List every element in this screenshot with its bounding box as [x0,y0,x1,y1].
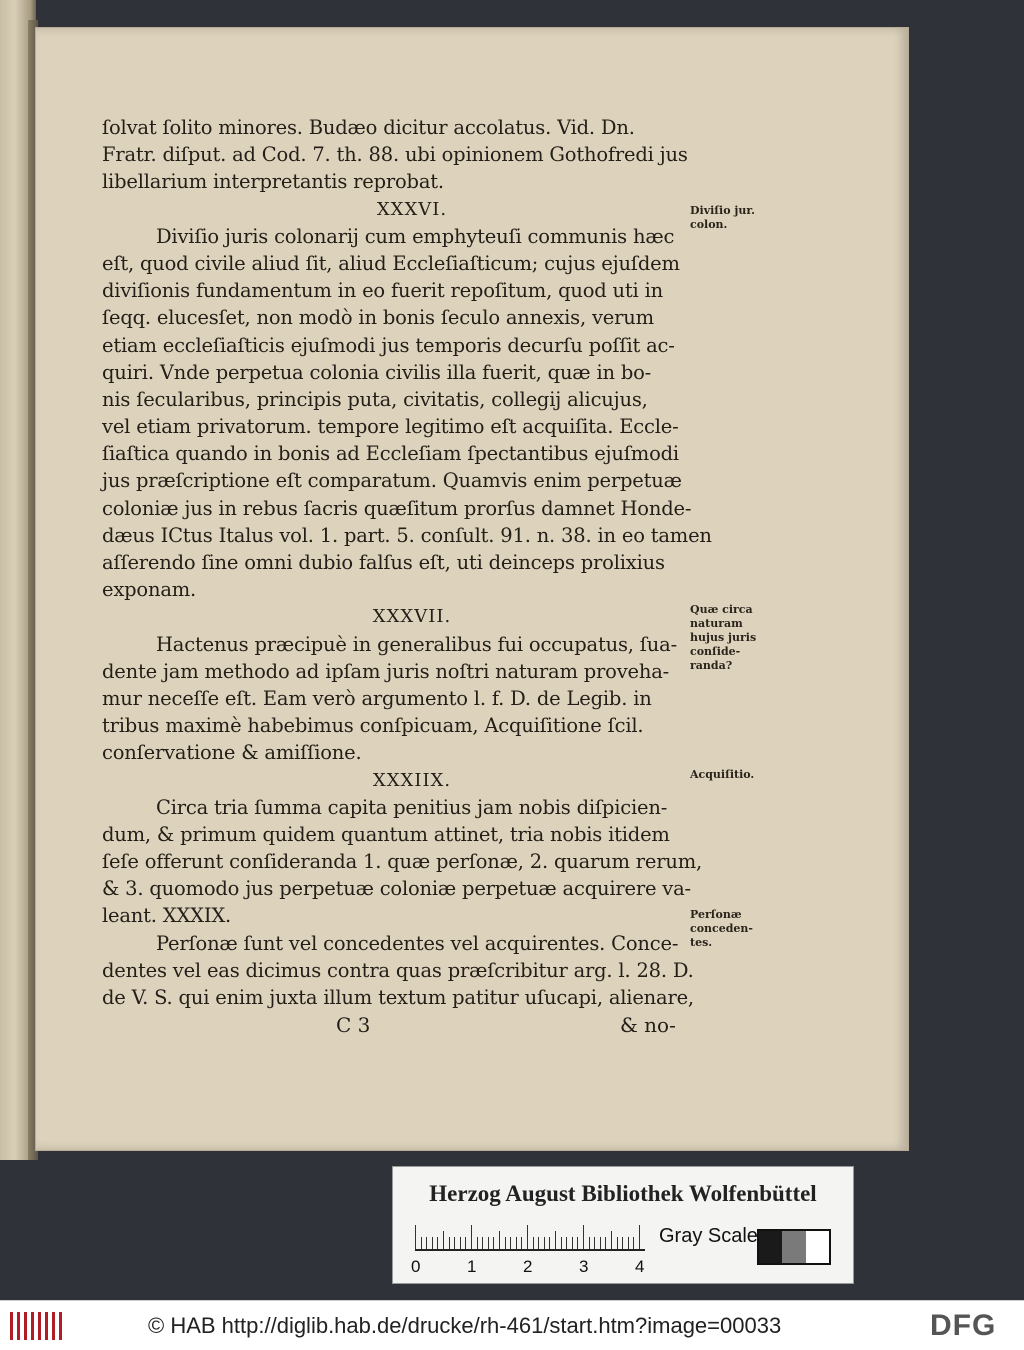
copyright-url[interactable]: © HAB http://diglib.hab.de/drucke/rh-461/start.htm?image=00033 [148,1313,782,1338]
text-line: ſeſe offerunt conſideranda 1. quæ perſonæ, 2. quarum rerum, [102,850,703,874]
text-line: quiri. Vnde perpetua colonia civilis illa fuerit, quæ in bo- [102,360,652,384]
text-line: dente jam methodo ad ipſam juris noſtri naturam proveha- [102,659,670,683]
dfg-logo: DFG [930,1309,997,1342]
text-line: leant. XXXIX. [102,904,232,928]
margin-note-divisio: Diviſio jur. colon. [690,204,755,231]
ruler-tick [488,1237,489,1249]
ruler-tick [415,1225,416,1249]
text-line: jus præſcriptione eſt comparatum. Quamvis enim perpetuæ [102,469,682,493]
ruler-tick [527,1225,528,1249]
ruler-tick [633,1237,634,1249]
ruler-tick [521,1237,522,1249]
text-line: & 3. quomodo jus perpetuæ coloniæ perpetuæ acquirere va- [102,877,691,901]
ruler-tick [572,1237,573,1249]
ruler-number: 3 [579,1257,589,1276]
text-line: nis ſecularibus, principis puta, civitatis, collegij alicujus, [102,387,648,411]
ruler-tick [583,1225,584,1249]
gray-scale-swatches [757,1229,831,1265]
text-line: exponam. [102,578,197,602]
text-line: etiam eccleſiaſticis ejuſmodi jus temporis decurſu poſſit ac- [102,333,675,357]
text-line: libellarium interpretantis reprobat. [102,170,444,194]
text-line: aſſerendo ſine omni dubio falſus eſt, uti deinceps prolixius [102,551,665,574]
text-line: dæus ICtus Italus vol. 1. part. 5. conſult. 91. n. 38. in eo tamen [102,523,712,547]
gray-swatch [806,1231,829,1263]
ruler-tick [622,1237,623,1249]
text-line: mur neceſſe eſt. Eam verò argumento l. f. D. de Legib. in [102,686,652,710]
ruler-tick [437,1237,438,1249]
text-line: vel etiam privatorum. tempore legitimo eſt acquiſita. Eccle- [102,415,679,439]
section-heading: XXXVII. [372,606,452,628]
text-line: Circa tria ſumma capita penitius jam nobis diſpicien- [156,795,668,819]
ruler-number: 0 [411,1257,421,1276]
ruler-number: 2 [523,1257,533,1276]
footer-bar [0,1300,1024,1350]
hab-bars-logo [10,1312,62,1340]
ruler-tick [516,1237,517,1249]
library-color-card [392,1166,854,1284]
text-line: ſolvat ſolito minores. Budæo dicitur accolatus. Vid. Dn. [102,116,635,139]
signature-mark: C 3 [336,1013,371,1037]
ruler-tick [639,1225,640,1249]
scanned-page [36,28,908,1150]
ruler-tick [605,1237,606,1249]
ruler-tick [505,1237,506,1249]
text-line: dentes vel eas dicimus contra quas præſcribitur arg. l. 28. D. [102,958,694,982]
ruler-tick [549,1237,550,1249]
ruler-tick [499,1231,500,1249]
ruler-tick [465,1237,466,1249]
ruler-tick [471,1225,472,1249]
ruler-tick [443,1231,444,1249]
text-line: coloniæ jus in rebus ſacris quæſitum prorſus damnet Honde- [102,496,692,520]
text-line: ſiaſtica quando in bonis ad Eccleſiam ſpectantibus ejuſmodi [102,442,679,466]
ruler-tick [566,1237,567,1249]
ruler-tick [555,1231,556,1249]
text-line: dum, & primum quidem quantum attinet, tria nobis itidem [102,822,670,846]
margin-note-acquisitio: Acquiſitio. [690,768,755,781]
ruler-tick [628,1237,629,1249]
text-line: Fratr. diſput. ad Cod. 7. th. 88. ubi opinionem Gothofredi jus [102,143,688,167]
ruler-tick [617,1237,618,1249]
text-line: tribus maximè habebimus conſpicuam, Acquiſitione ſcil. [102,714,644,738]
ruler-tick [449,1237,450,1249]
gray-swatch [782,1231,805,1263]
ruler-tick [426,1237,427,1249]
page-body-text [102,114,722,1011]
text-line: Hactenus præcipuè in generalibus fui occupatus, ſua- [156,632,677,656]
ruler-tick [421,1237,422,1249]
text-line: ſeqq. elucesſet, non modò in bonis ſeculo annexis, verum [102,306,654,330]
margin-note-personae: Perſonæ conceden-tes. [690,908,753,949]
ruler-tick [432,1237,433,1249]
text-line: diviſionis fundamentum in eo fuerit repoſitum, quod uti in [102,279,663,303]
ruler-tick [544,1237,545,1249]
text-line: de V. S. qui enim juxta illum textum patitur uſucapi, alienare, [102,986,694,1009]
section-heading: XXXVI. [376,198,448,220]
ruler-tick [611,1231,612,1249]
text-line: conſervatione & amiſſione. [102,741,362,765]
gray-scale-label: Gray Scale [659,1225,758,1247]
ruler-tick [493,1237,494,1249]
ruler-tick [561,1237,562,1249]
ruler-tick [454,1237,455,1249]
text-line: eſt, quod civile aliud ſit, aliud Eccleſiaſticum; cujus ejuſdem [102,251,680,275]
text-line: Diviſio juris colonarij cum emphyteuſi communis hæc [156,224,675,248]
ruler-tick [577,1237,578,1249]
ruler-tick [594,1237,595,1249]
ruler-tick [533,1237,534,1249]
ruler-tick [538,1237,539,1249]
text-line: Perſonæ ſunt vel concedentes vel acquirentes. Conce- [156,931,679,955]
catchword: & no- [620,1013,676,1037]
gray-swatch [759,1231,782,1263]
ruler-tick [600,1237,601,1249]
measurement-ruler [415,1223,645,1251]
ruler-number: 4 [635,1257,645,1276]
library-name: Herzog August Bibliothek Wolfenbüttel [429,1181,817,1206]
ruler-number: 1 [467,1257,477,1276]
margin-note-natura: Quæ circa naturam hujus juris conſide-randa? [690,603,757,672]
ruler-tick [510,1237,511,1249]
ruler-tick [482,1237,483,1249]
section-heading: XXXIIX. [372,769,452,791]
ruler-tick [477,1237,478,1249]
ruler-tick [589,1237,590,1249]
ruler-tick [460,1237,461,1249]
